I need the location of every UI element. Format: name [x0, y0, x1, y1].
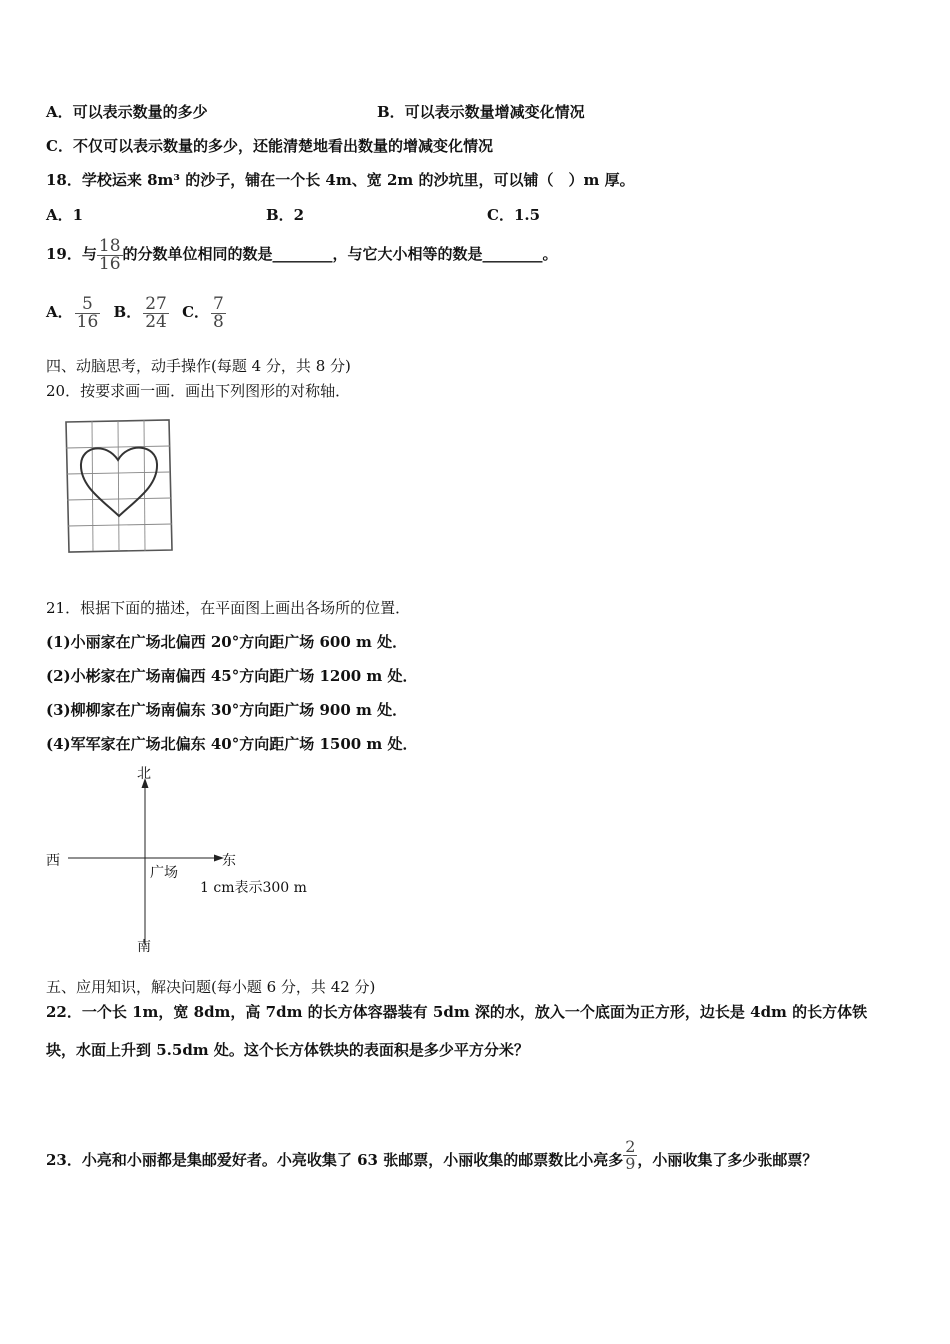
q22-line-1: 22．一个长 1m，宽 8dm，高 7dm 的长方体容器装有 5dm 深的水，放入一个底面为正方形，边长是 4dm 的长方体铁 [46, 1003, 868, 1021]
q20-text: 20．按要求画一画．画出下列图形的对称轴． [46, 382, 351, 400]
q17-option-c: C．不仅可以表示数量的多少，还能清楚地看出数量的增减变化情况 [46, 137, 493, 155]
q19-option-b-num: 27 [145, 293, 167, 314]
q19-frac-num: 18 [98, 235, 121, 256]
q21-item-4: (4)军军家在广场北偏东 40°方向距广场 1500 m 处． [46, 735, 418, 753]
q21-text: 21．根据下面的描述，在平面图上画出各场所的位置． [46, 599, 411, 617]
q21-item-2: (2)小彬家在广场南偏西 45°方向距广场 1200 m 处． [46, 667, 418, 685]
q19-frac-den: 16 [98, 253, 121, 274]
q19-option-c-den: 8 [213, 311, 224, 332]
q18-option-b: B．2 [266, 206, 305, 224]
q22-line-2: 块，水面上升到 5.5dm 处。这个长方体铁块的表面积是多少平方分米？ [46, 1041, 529, 1059]
q19-option-b-fraction [143, 293, 169, 332]
q19-option-c-label: C． [182, 303, 210, 321]
q19-option-a-label: A． [46, 303, 73, 321]
q19-options [46, 292, 226, 332]
section-4-title: 四、动脑思考，动手操作(每题 4 分，共 8 分) [46, 357, 351, 375]
compass-axes [60, 770, 240, 950]
heart-grid-figure [62, 416, 176, 556]
q19-text [46, 234, 558, 274]
q23-text [46, 1136, 818, 1180]
q17-option-b: B．可以表示数量增减变化情况 [377, 103, 585, 121]
scale-label: 1 cm表示300 m [200, 880, 307, 896]
south-label: 南 [137, 939, 151, 955]
q19-option-a-num: 5 [75, 296, 101, 314]
q21-item-3: (3)柳柳家在广场南偏东 30°方向距广场 900 m 处． [46, 701, 408, 719]
q19-option-a-den: 16 [76, 311, 99, 332]
north-label: 北 [137, 766, 151, 782]
q18-option-c: C．1.5 [487, 206, 541, 224]
q19-fraction [97, 235, 123, 274]
east-label: 东 [222, 853, 236, 869]
q23-prefix: 23．小亮和小丽都是集邮爱好者。小亮收集了 63 张邮票，小丽收集的邮票数比小亮多 [46, 1151, 624, 1169]
q23-suffix: ，小丽收集了多少张邮票？ [637, 1151, 818, 1169]
q21-item-1: (1)小丽家在广场北偏西 20°方向距广场 600 m 处． [46, 633, 408, 651]
q19-option-a-fraction [75, 293, 101, 332]
square-label: 广场 [150, 865, 178, 881]
q23-fraction [623, 1136, 637, 1173]
q19-option-b-label: B． [113, 303, 142, 321]
q18-option-a: A．1 [46, 206, 84, 224]
section-5-title: 五、应用知识，解决问题(每小题 6 分，共 42 分) [46, 978, 376, 996]
q19-option-c-num: 7 [213, 293, 224, 314]
q19-prefix: 19．与 [46, 245, 97, 263]
q19-suffix: 的分数单位相同的数是________，与它大小相等的数是________。 [122, 245, 558, 263]
q18-text: 18．学校运来 8m³ 的沙子，铺在一个长 4m、宽 2m 的沙坑里，可以铺（ ）m 厚。 [46, 171, 635, 189]
q23-frac-den: 9 [625, 1153, 636, 1173]
west-label: 西 [46, 853, 60, 869]
q19-option-b-den: 24 [145, 311, 167, 332]
q23-frac-num: 2 [625, 1136, 636, 1156]
q17-option-a: A．可以表示数量的多少 [46, 103, 208, 121]
q19-option-c-fraction [211, 293, 226, 332]
